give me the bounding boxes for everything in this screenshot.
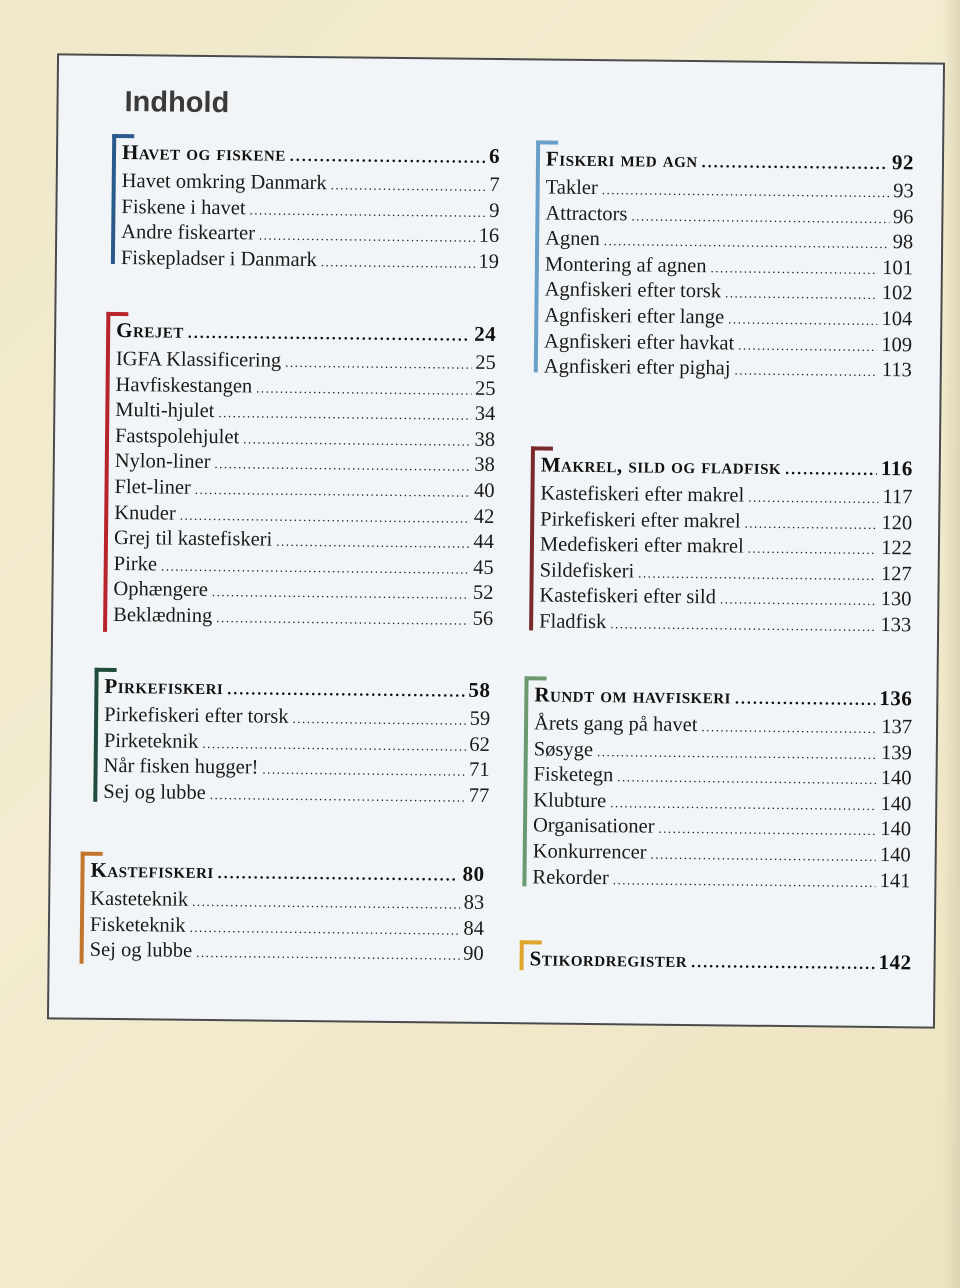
- toc-entry[interactable]: Medefiskeri efter makrel ..... 122: [540, 534, 912, 563]
- toc-entry[interactable]: Takler ..... 93: [546, 177, 914, 206]
- toc-entry[interactable]: Multi-hjulet ..... 34: [115, 399, 495, 429]
- toc-entry[interactable]: Fladfisk ..... 133: [539, 610, 911, 639]
- toc-entry[interactable]: Fisketegn ..... 140: [533, 764, 911, 794]
- toc-entry[interactable]: Konkurrencer ..... 140: [533, 840, 911, 870]
- section-grejet: [103, 312, 496, 634]
- section-fiskeri-med-agn: [534, 140, 915, 385]
- toc-entry[interactable]: Fiskepladser i Danmark ..... 19: [121, 247, 499, 277]
- section-heading[interactable]: Fiskeri med agn ..... 92: [546, 147, 914, 179]
- toc-entry[interactable]: Nylon-liner ..... 38: [115, 450, 495, 480]
- toc-entry[interactable]: Attractors ..... 96: [545, 202, 913, 231]
- section-bracket: [80, 852, 103, 964]
- section-heading[interactable]: Kastefiskeri ..... 80: [90, 858, 484, 890]
- section-pirkefiskeri: [93, 668, 490, 811]
- toc-entry[interactable]: Fisketeknik ..... 84: [90, 913, 484, 943]
- toc-entry[interactable]: Agnfiskeri efter pighaj ..... 113: [544, 356, 912, 385]
- section-bracket: [103, 312, 128, 632]
- toc-entry[interactable]: Agnen ..... 98: [545, 228, 913, 257]
- toc-entry[interactable]: Havet omkring Danmark ..... 7: [122, 170, 500, 200]
- toc-entry[interactable]: Rekorder ..... 141: [532, 866, 910, 896]
- toc-entry[interactable]: Fiskene i havet ..... 9: [121, 196, 499, 226]
- toc-entry[interactable]: Flet-liner ..... 40: [114, 476, 494, 506]
- section-makrel: [529, 446, 913, 640]
- toc-entry[interactable]: Pirketeknik ..... 62: [104, 729, 490, 759]
- toc-entry[interactable]: Pirkefiskeri efter torsk ..... 59: [104, 704, 490, 734]
- toc-entry[interactable]: Søsyge ..... 139: [534, 738, 912, 768]
- section-bracket: [529, 446, 553, 630]
- toc-entry[interactable]: Sej og lubbe ..... 90: [90, 939, 484, 969]
- toc-entry[interactable]: Havfiskestangen ..... 25: [115, 374, 495, 404]
- section-heading[interactable]: Stikordregister ..... 142: [529, 946, 911, 978]
- toc-entry[interactable]: Når fisken hugger! ..... 71: [103, 755, 489, 785]
- toc-entry[interactable]: Kastefiskeri efter makrel ..... 117: [540, 482, 912, 511]
- section-bracket: [522, 676, 546, 886]
- toc-entry[interactable]: Ophængere ..... 52: [113, 578, 493, 608]
- page-title: Indhold: [124, 86, 230, 120]
- section-heading[interactable]: Pirkefiskeri ..... 58: [104, 674, 490, 706]
- page-edge-shadow: [942, 0, 960, 1288]
- toc-entry[interactable]: Pirke ..... 45: [114, 553, 494, 583]
- toc-entry[interactable]: Grej til kastefiskeri ..... 44: [114, 527, 494, 557]
- toc-entry[interactable]: Knuder ..... 42: [114, 502, 494, 532]
- section-kastefiskeri: [80, 852, 485, 969]
- section-heading[interactable]: Grejet ..... 24: [116, 318, 496, 350]
- toc-entry[interactable]: Sej og lubbe ..... 77: [103, 781, 489, 811]
- section-bracket: [520, 940, 542, 970]
- toc-entry[interactable]: Årets gang på havet ..... 137: [534, 712, 912, 742]
- section-heading[interactable]: Makrel, sild og fladfisk ..... 116: [541, 452, 913, 484]
- toc-entry[interactable]: Klubture ..... 140: [533, 789, 911, 819]
- toc-entry[interactable]: IGFA Klassificering ..... 25: [116, 348, 496, 378]
- toc-entry[interactable]: Sildefiskeri ..... 127: [540, 559, 912, 588]
- toc-entry[interactable]: Agnfiskeri efter havkat ..... 109: [544, 330, 912, 359]
- section-havet: [111, 134, 500, 276]
- toc-entry[interactable]: Kastefiskeri efter sild ..... 130: [539, 585, 911, 614]
- toc-entry[interactable]: Andre fiskearter ..... 16: [121, 221, 499, 251]
- section-rundt-om-havfiskeri: [522, 676, 912, 895]
- section-stikordregister: [519, 940, 911, 980]
- section-bracket: [534, 140, 558, 372]
- toc-entry[interactable]: Kasteteknik ..... 83: [90, 888, 484, 918]
- toc-entry[interactable]: Fastspolehjulet ..... 38: [115, 425, 495, 455]
- section-heading[interactable]: Havet og fiskene ..... 6: [122, 140, 500, 172]
- section-bracket: [111, 134, 134, 264]
- section-bracket: [93, 668, 116, 802]
- toc-entry[interactable]: Agnfiskeri efter torsk ..... 102: [544, 279, 912, 308]
- section-heading[interactable]: Rundt om havfiskeri ..... 136: [534, 682, 912, 714]
- toc-entry[interactable]: Agnfiskeri efter lange ..... 104: [544, 304, 912, 333]
- toc-entry[interactable]: Montering af agnen ..... 101: [545, 253, 913, 282]
- contents-panel: [47, 53, 945, 1028]
- toc-entry[interactable]: Pirkefiskeri efter makrel ..... 120: [540, 508, 912, 537]
- toc-entry[interactable]: Beklædning ..... 56: [113, 604, 493, 634]
- toc-entry[interactable]: Organisationer ..... 140: [533, 815, 911, 845]
